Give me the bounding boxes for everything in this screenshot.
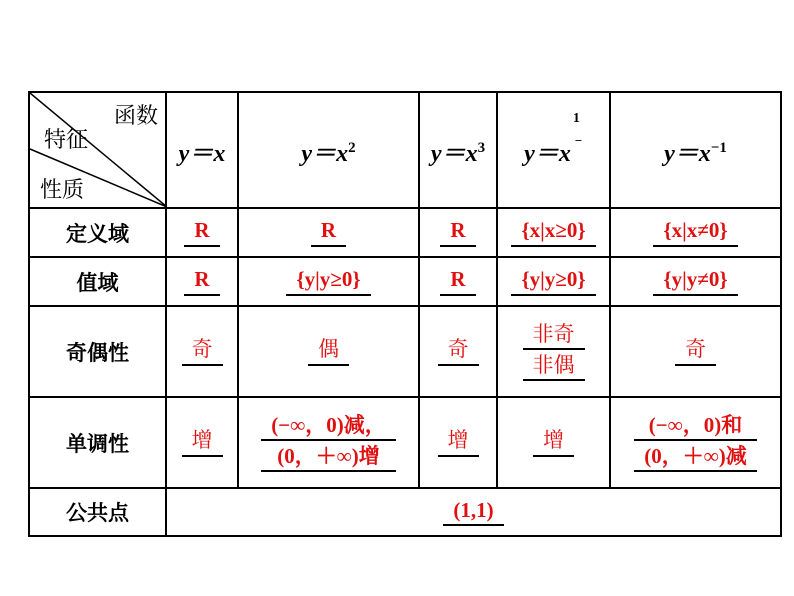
cell-domain-3: R [419, 208, 497, 257]
row-label-parity: 奇偶性 [29, 306, 166, 397]
cell-parity-4: 非奇 非偶 [497, 306, 610, 397]
power-function-table [28, 91, 782, 537]
exponent-numerator: 1 [572, 110, 580, 126]
corner-label-property: 性质 [40, 178, 85, 203]
cell-monotonic-3: 增 [419, 397, 497, 488]
row-label-domain: 定义域 [29, 208, 166, 257]
cell-domain-5: {x|x≠0} [610, 208, 781, 257]
cell-range-4: {y|y≥0} [497, 257, 610, 306]
corner-label-function: 函数 [114, 104, 159, 129]
cell-monotonic-4: 增 [497, 397, 610, 488]
cell-parity-3: 奇 [419, 306, 497, 397]
header-y-x2: $y=x^2$ [238, 92, 419, 208]
exponent-bar: − [574, 132, 583, 148]
cell-domain-2: R [238, 208, 419, 257]
cell-domain-4: {x|x≥0} [497, 208, 610, 257]
header-y-x-half: y＝x 1 − [497, 92, 610, 208]
cell-range-5: {y|y≠0} [610, 257, 781, 306]
cell-monotonic-1: 增 [166, 397, 238, 488]
row-label-common-point: 公共点 [29, 488, 166, 536]
cell-range-1: R [166, 257, 238, 306]
cell-monotonic-2: (−∞，0)减， (0，＋∞)增 [238, 397, 419, 488]
row-label-range: 值域 [29, 257, 166, 306]
cell-monotonic-5: (−∞，0)和 (0，＋∞)减 [610, 397, 781, 488]
cell-parity-5: 奇 [610, 306, 781, 397]
header-y-x3: $y=x^3$ [419, 92, 497, 208]
corner-label-feature: 特征 [44, 128, 89, 153]
header-y-x-inverse: $y=x^{-1}$ [610, 92, 781, 208]
cell-parity-1: 奇 [166, 306, 238, 397]
cell-domain-1: R [166, 208, 238, 257]
cell-range-2: {y|y≥0} [238, 257, 419, 306]
cell-parity-2: 偶 [238, 306, 419, 397]
header-y-x: y＝x [166, 92, 238, 208]
cell-common-point: (1,1) [166, 488, 781, 536]
row-label-monotonic: 单调性 [29, 397, 166, 488]
corner-cell [29, 92, 166, 208]
cell-range-3: R [419, 257, 497, 306]
